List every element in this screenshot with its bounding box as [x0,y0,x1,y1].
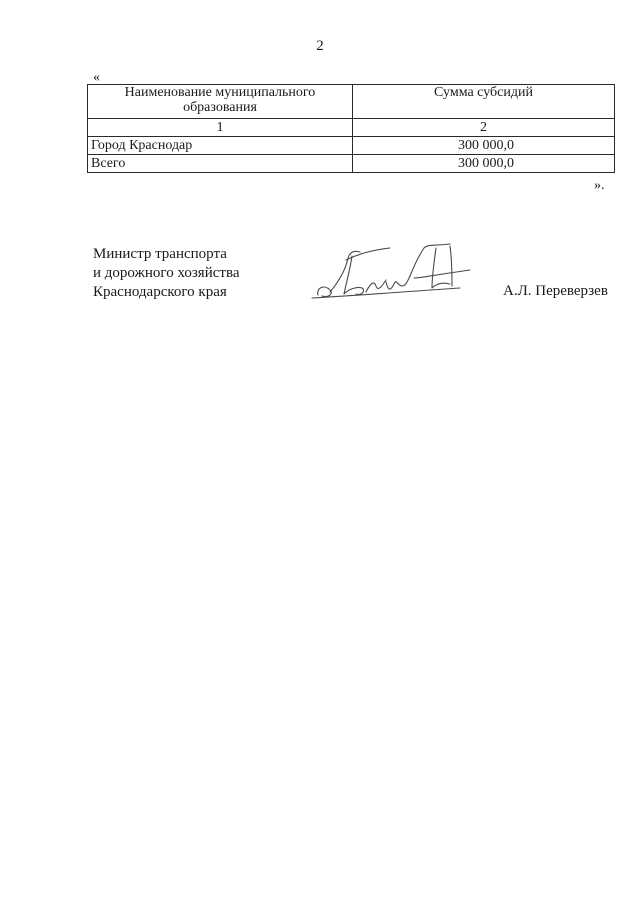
table-row [88,137,615,155]
header-municipality: Наименование муниципального образования [88,85,353,119]
signature-stroke [366,280,386,292]
row-subsidy-amount: 300 000,0 [353,137,615,155]
open-quote: « [93,70,100,85]
subsidy-table [87,84,615,173]
row-total-amount: 300 000,0 [353,155,615,173]
signature-stroke [330,251,360,292]
row-municipality-name: Город Краснодар [88,137,353,155]
signer-title [93,245,240,302]
signature-stroke [450,246,452,286]
column-number-2: 2 [353,119,615,137]
page-number: 2 [316,38,324,54]
handwritten-signature [310,240,485,305]
close-quote: ». [594,178,605,193]
signer-title-line-2: и дорожного хозяйства [93,265,240,281]
signature-stroke [410,244,450,276]
signer-title-line-3: Краснодарского края [93,284,227,300]
signature-stroke [318,287,332,296]
signature-stroke [386,276,410,289]
signer-name: А.Л. Переверзев [503,283,608,299]
signature-stroke [312,288,460,298]
row-total-label: Всего [88,155,353,173]
header-subsidy-sum: Сумма субсидий [353,85,615,119]
table-row-total [88,155,615,173]
signature-stroke [414,270,470,278]
signature-stroke [432,248,450,288]
signer-title-line-1: Министр транспорта [93,246,227,262]
column-number-1: 1 [88,119,353,137]
table-header-row [88,85,615,119]
table-column-number-row [88,119,615,137]
signature-stroke [346,248,390,260]
